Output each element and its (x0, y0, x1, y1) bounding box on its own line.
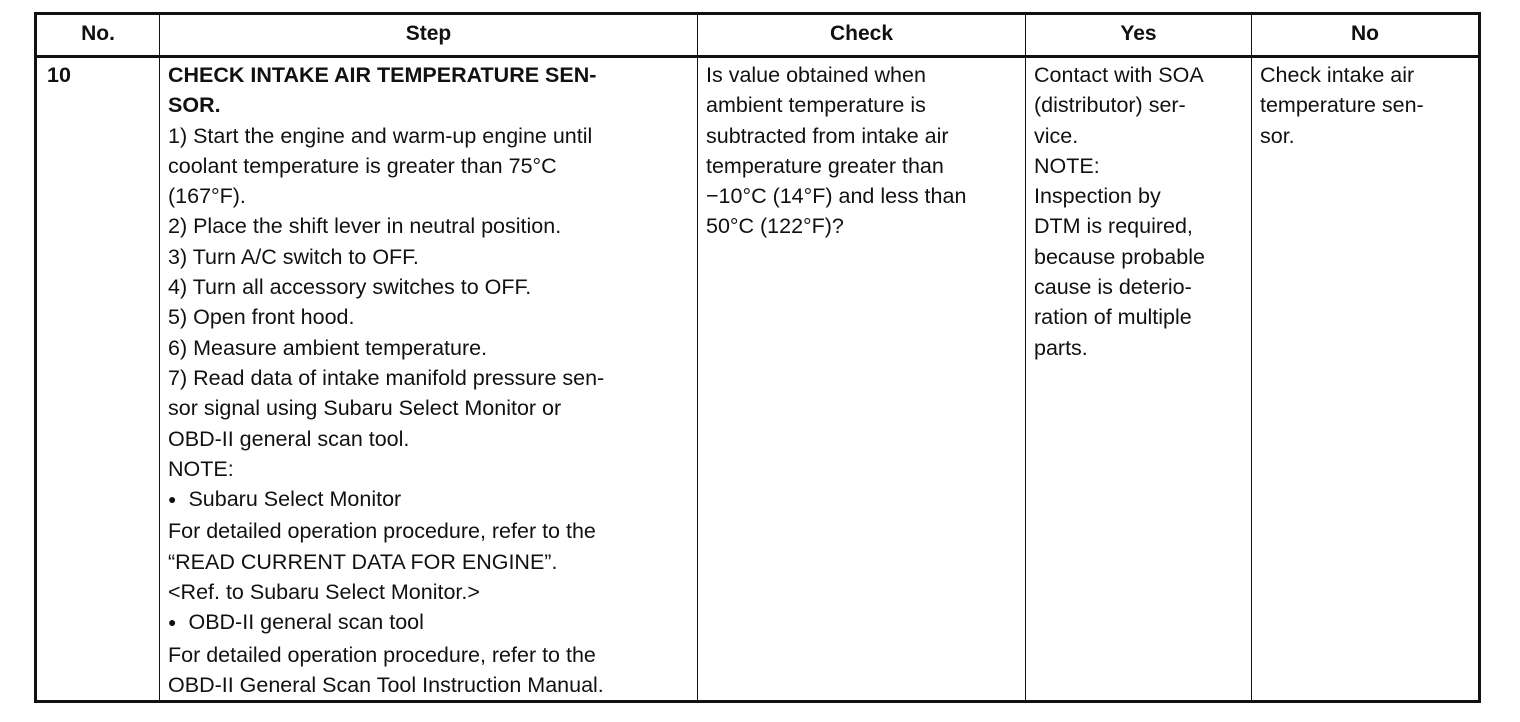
header-no: No. (36, 14, 160, 57)
no-line: sor. (1260, 123, 1295, 148)
check-line: ambient temperature is (706, 93, 926, 118)
step-title-line: SOR. (168, 93, 221, 118)
yes-line: DTM is required, (1034, 214, 1193, 239)
step-line: For detailed operation procedure, refer to the (168, 642, 596, 667)
bullet-subaru-select-monitor: ● Subaru Select Monitor (168, 484, 691, 516)
step-title-line: CHECK INTAKE AIR TEMPERATURE SEN- (168, 63, 597, 87)
check-line: subtracted from intake air (706, 123, 949, 148)
step-line: 3) Turn A/C switch to OFF. (168, 244, 419, 269)
step-line: 2) Place the shift lever in neutral position. (168, 214, 562, 239)
yes-line: because probable (1034, 244, 1205, 269)
step-line: For detailed operation procedure, refer to the (168, 519, 596, 544)
no-cell (1252, 57, 1480, 702)
yes-line: parts. (1034, 335, 1088, 360)
step-note-label: NOTE: (168, 456, 234, 481)
step-line: 5) Open front hood. (168, 305, 355, 330)
procedure-table (34, 12, 1481, 703)
check-line: −10°C (14°F) and less than (706, 184, 967, 209)
yes-line: vice. (1034, 123, 1079, 148)
bullet-obd-scan-tool: ● OBD-II general scan tool (168, 607, 691, 639)
header-yes: Yes (1026, 14, 1252, 57)
step-line: 4) Turn all accessory switches to OFF. (168, 275, 532, 300)
yes-line: cause is deterio- (1034, 275, 1192, 300)
step-line: OBD-II general scan tool. (168, 426, 410, 451)
step-line: “READ CURRENT DATA FOR ENGINE”. (168, 549, 558, 574)
yes-cell (1026, 57, 1252, 702)
header-check: Check (698, 14, 1026, 57)
step-line: 1) Start the engine and warm-up engine until (168, 123, 593, 148)
check-cell (698, 57, 1026, 702)
step-line: sor signal using Subaru Select Monitor or (168, 396, 562, 421)
step-line: 6) Measure ambient temperature. (168, 335, 488, 360)
yes-line: Contact with SOA (1034, 63, 1204, 87)
no-line: Check intake air (1260, 63, 1415, 87)
step-cell (160, 57, 698, 702)
header-row (36, 14, 1480, 57)
step-line: OBD-II General Scan Tool Instruction Manual. (168, 672, 604, 697)
no-line: temperature sen- (1260, 93, 1424, 118)
header-step: Step (160, 14, 698, 57)
step-line: coolant temperature is greater than 75°C (168, 153, 557, 178)
check-line: Is value obtained when (706, 63, 926, 87)
step-number: 10 (36, 57, 160, 702)
table-row (36, 57, 1480, 702)
yes-line: ration of multiple (1034, 305, 1192, 330)
yes-line: Inspection by (1034, 184, 1161, 209)
step-line: 7) Read data of intake manifold pressure sen- (168, 365, 605, 390)
check-line: temperature greater than (706, 153, 944, 178)
yes-line: NOTE: (1034, 153, 1100, 178)
step-line: <Ref. to Subaru Select Monitor.> (168, 580, 480, 605)
yes-line: (distributor) ser- (1034, 93, 1186, 118)
check-line: 50°C (122°F)? (706, 214, 844, 239)
step-line: (167°F). (168, 184, 246, 209)
header-no-result: No (1252, 14, 1480, 57)
